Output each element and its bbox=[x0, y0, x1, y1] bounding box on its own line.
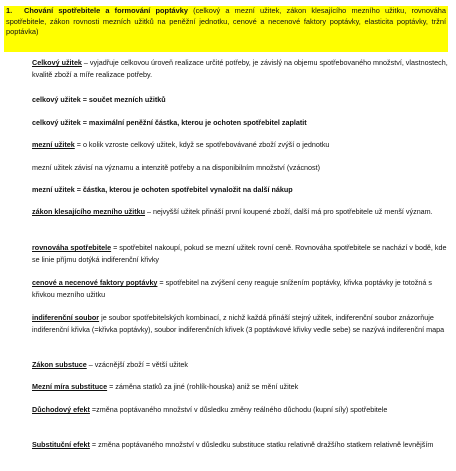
paragraph-indiferencni bbox=[32, 312, 450, 336]
paragraph-maximalni bbox=[32, 117, 450, 129]
paragraph-text: mezní užitek = částka, kterou je ochoten spotřebitel vynaložit na další nákup bbox=[32, 185, 293, 194]
paragraph-text: = spotřebitel nakoupí, pokud se mezní užitek rovní ceně. Rovnováha spotřebitele se nachází v bodě, kde se linie příjmu dotýká indiferenční křivky bbox=[32, 243, 447, 264]
section-subtitle: (celkový a mezní užitek, zákon klesajícího mezního užitku, rovnováha spotřebitele, zákon rovnosti mezních užitků na peněžní jednotku, cenové a necenové faktory poptávky, elasticita poptávky, tržní poptávka) bbox=[6, 6, 446, 36]
paragraph-text: = spotřebitel na zvýšení ceny reaguje snížením poptávky, křivka poptávky je totožná s křivkou mezního užitku bbox=[32, 278, 432, 299]
paragraph-text: je soubor spotřebitelských kombinací, z nichž každá přináší stejný užitek, indiferenční soubor znázorňuje indiferenční křivka (=křivka poptávky), soubor indiferenčních křivek (3 poptávkové křivky vedle sebe) se nazývá indiferenční mapa bbox=[32, 313, 445, 334]
paragraph-text: = záměna statků za jiné (rohlík-houska) aniž se mění užitek bbox=[107, 382, 299, 391]
paragraph-substitucni bbox=[32, 439, 450, 451]
term: cenové a necenové faktory poptávky bbox=[32, 278, 158, 287]
paragraph-faktory bbox=[32, 277, 450, 301]
paragraph-mezni-uzitek bbox=[32, 139, 450, 151]
paragraph-text: celkový užitek = maximální peněžní částka, kterou je ochoten spotřebitel zaplatit bbox=[32, 118, 307, 127]
term: indiferenční soubor bbox=[32, 313, 100, 322]
paragraph-substuce bbox=[32, 359, 450, 371]
term: Substituční efekt bbox=[32, 440, 90, 449]
paragraph-celkovy-uzitek bbox=[32, 57, 450, 81]
paragraph-text: – vzácnější zboží = větší užitek bbox=[86, 360, 188, 369]
paragraph-text: =změna poptávaného množství v důsledku změny reálného důchodu (kupní síly) spotřebitele bbox=[89, 405, 388, 414]
paragraph-text: = změna poptávaného množství v důsledku substituce statku relativně dražšího statkem relativně levnějším bbox=[89, 440, 434, 449]
section-title: Chování spotřebitele a formování poptávky bbox=[24, 6, 188, 15]
paragraph-text: – nejvyšší užitek přináší první koupené zboží, další má pro spotřebitele už menší význam. bbox=[145, 207, 433, 216]
term: zákon klesajícího mezního užitku bbox=[32, 207, 146, 216]
paragraph-soucet bbox=[32, 94, 450, 106]
paragraph-rovnovaha bbox=[32, 242, 450, 266]
term: Důchodový efekt bbox=[32, 405, 90, 414]
paragraph-text: celkový užitek = součet mezních užitků bbox=[32, 95, 166, 104]
term: rovnováha spotřebitele bbox=[32, 243, 112, 252]
paragraph-text: mezní užitek závisí na významu a intenzitě potřeby a na disponibilním množství (vzácnost) bbox=[32, 163, 321, 172]
term: Mezní míra substituce bbox=[32, 382, 108, 391]
term: mezní užitek bbox=[32, 140, 75, 149]
paragraph-mezni-mira bbox=[32, 381, 450, 393]
paragraph-text: – vyjadřuje celkovou úroveň realizace určité potřeby, je závislý na objemu spotřebovaného množství, vlastnostech, kvalitě zboží a míře realizace potřeby. bbox=[32, 58, 448, 79]
paragraph-duchodovy bbox=[32, 404, 450, 416]
paragraph-zavisi bbox=[32, 162, 450, 174]
term: Zákon substuce bbox=[32, 360, 87, 369]
paragraph-text: = o kolik vzroste celkový užitek, když se spotřebovávané zboží zvýší o jednotku bbox=[74, 140, 330, 149]
paragraph-zakon-klesajiciho bbox=[32, 206, 450, 218]
section-number: 1. bbox=[6, 6, 13, 15]
term: Celkový užitek bbox=[32, 58, 82, 67]
paragraph-castka bbox=[32, 184, 450, 196]
section-heading bbox=[4, 6, 448, 52]
